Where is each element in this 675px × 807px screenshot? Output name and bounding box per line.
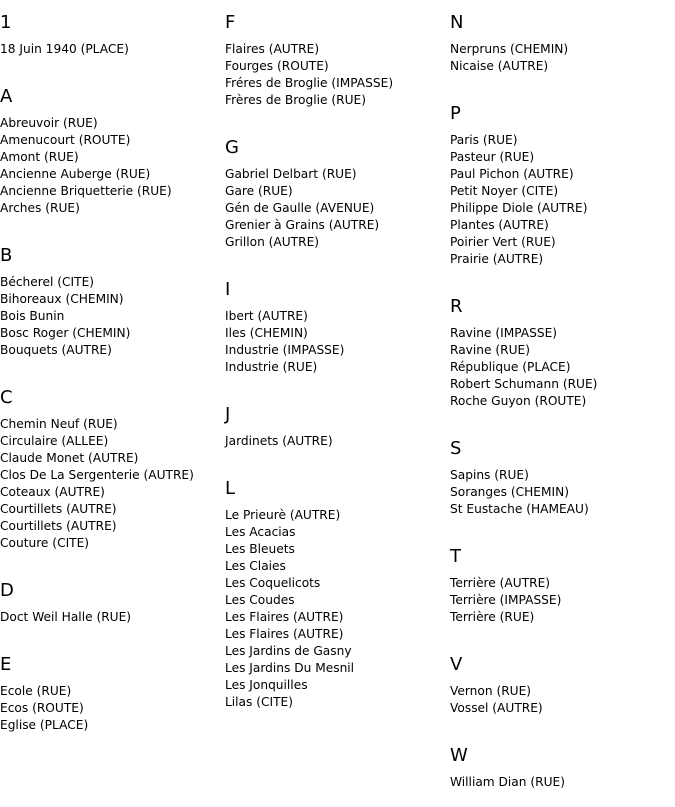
- street-link[interactable]: Prairie (AUTRE): [450, 252, 544, 266]
- section-letter-heading: W: [450, 745, 469, 766]
- street-list: [225, 41, 447, 109]
- street-link[interactable]: Fourges (ROUTE): [225, 59, 329, 73]
- street-list: [225, 433, 447, 450]
- street-list: [0, 683, 222, 734]
- index-column-3: [450, 0, 672, 807]
- street-link[interactable]: Ibert (AUTRE): [225, 309, 308, 323]
- street-link[interactable]: Poirier Vert (RUE): [450, 235, 556, 249]
- street-link[interactable]: Sapins (RUE): [450, 468, 529, 482]
- section-letter-heading: A: [0, 86, 13, 107]
- section-letter-heading: I: [225, 279, 231, 300]
- street-link[interactable]: Vernon (RUE): [450, 684, 532, 698]
- street-list: [450, 774, 672, 791]
- street-link[interactable]: Courtillets (AUTRE): [0, 519, 117, 533]
- street-link[interactable]: Bécherel (CITE): [0, 275, 95, 289]
- street-link[interactable]: Les Jonquilles: [225, 678, 308, 692]
- street-link[interactable]: Les Jardins Du Mesnil: [225, 661, 355, 675]
- street-link[interactable]: Doct Weil Halle (RUE): [0, 610, 132, 624]
- street-link[interactable]: Gabriel Delbart (RUE): [225, 167, 357, 181]
- letter-group: [450, 426, 672, 518]
- street-link[interactable]: Abreuvoir (RUE): [0, 116, 98, 130]
- street-list: [0, 609, 222, 626]
- letter-group: [0, 568, 222, 626]
- street-link[interactable]: Iles (CHEMIN): [225, 326, 308, 340]
- letter-group: [450, 0, 672, 75]
- street-link[interactable]: Les Bleuets: [225, 542, 295, 556]
- street-link[interactable]: Les Claies: [225, 559, 286, 573]
- street-link[interactable]: Philippe Diole (AUTRE): [450, 201, 588, 215]
- section-letter-heading: N: [450, 12, 464, 33]
- street-link[interactable]: Eglise (PLACE): [0, 718, 89, 732]
- letter-group: [450, 284, 672, 410]
- letter-group: [0, 233, 222, 359]
- letter-group: [0, 375, 222, 552]
- street-link[interactable]: Grillon (AUTRE): [225, 235, 320, 249]
- street-link[interactable]: Les Coudes: [225, 593, 295, 607]
- section-letter-heading: R: [450, 296, 464, 317]
- street-link[interactable]: Courtillets (AUTRE): [0, 502, 117, 516]
- street-link[interactable]: Nicaise (AUTRE): [450, 59, 549, 73]
- street-list: [225, 166, 447, 251]
- street-link[interactable]: Gén de Gaulle (AVENUE): [225, 201, 375, 215]
- street-list: [450, 467, 672, 518]
- street-link[interactable]: Clos De La Sergenterie (AUTRE): [0, 468, 194, 482]
- street-link[interactable]: Terrière (AUTRE): [450, 576, 551, 590]
- section-letter-heading: F: [225, 12, 236, 33]
- street-link[interactable]: Grenier à Grains (AUTRE): [225, 218, 380, 232]
- street-link[interactable]: Ravine (IMPASSE): [450, 326, 558, 340]
- street-link[interactable]: Chemin Neuf (RUE): [0, 417, 118, 431]
- section-letter-heading: L: [225, 478, 236, 499]
- street-link[interactable]: Les Acacias: [225, 525, 296, 539]
- section-letter-heading: S: [450, 438, 462, 459]
- street-link[interactable]: Lilas (CITE): [225, 695, 294, 709]
- street-list: [450, 41, 672, 75]
- letter-group: [225, 267, 447, 376]
- street-link[interactable]: Petit Noyer (CITE): [450, 184, 559, 198]
- street-link[interactable]: Ecos (ROUTE): [0, 701, 84, 715]
- section-letter-heading: E: [0, 654, 12, 675]
- street-link[interactable]: Bois Bunin: [0, 309, 65, 323]
- street-link[interactable]: St Eustache (HAMEAU): [450, 502, 589, 516]
- street-list: [0, 416, 222, 552]
- street-list: [450, 325, 672, 410]
- street-link[interactable]: Coteaux (AUTRE): [0, 485, 105, 499]
- street-link[interactable]: Couture (CITE): [0, 536, 90, 550]
- letter-group: [225, 125, 447, 251]
- section-letter-heading: J: [225, 404, 231, 425]
- street-link[interactable]: Pasteur (RUE): [450, 150, 535, 164]
- street-link[interactable]: Terrière (RUE): [450, 610, 535, 624]
- street-link[interactable]: Ancienne Briquetterie (RUE): [0, 184, 172, 198]
- street-link[interactable]: Bosc Roger (CHEMIN): [0, 326, 131, 340]
- street-list: [225, 308, 447, 376]
- street-link[interactable]: Soranges (CHEMIN): [450, 485, 569, 499]
- street-link[interactable]: 18 Juin 1940 (PLACE): [0, 42, 129, 56]
- street-link[interactable]: Robert Schumann (RUE): [450, 377, 598, 391]
- street-link[interactable]: Paris (RUE): [450, 133, 518, 147]
- street-link[interactable]: Terrière (IMPASSE): [450, 593, 562, 607]
- letter-group: [225, 0, 447, 109]
- street-link[interactable]: Fréres de Broglie (IMPASSE): [225, 76, 394, 90]
- letter-group: [0, 642, 222, 734]
- section-letter-heading: 1: [0, 12, 12, 33]
- street-link[interactable]: Claude Monet (AUTRE): [0, 451, 139, 465]
- section-letter-heading: G: [225, 137, 240, 158]
- section-letter-heading: T: [450, 546, 462, 567]
- letter-group: [225, 466, 447, 711]
- letter-group: [0, 0, 222, 58]
- letter-group: [0, 74, 222, 217]
- street-link[interactable]: Flaires (AUTRE): [225, 42, 320, 56]
- street-link[interactable]: Paul Pichon (AUTRE): [450, 167, 574, 181]
- street-link[interactable]: République (PLACE): [450, 360, 571, 374]
- street-link[interactable]: Gare (RUE): [225, 184, 293, 198]
- section-letter-heading: D: [0, 580, 15, 601]
- street-link[interactable]: Vossel (AUTRE): [450, 701, 543, 715]
- street-link[interactable]: Amont (RUE): [0, 150, 79, 164]
- street-link[interactable]: Bihoreaux (CHEMIN): [0, 292, 124, 306]
- letter-group: [225, 392, 447, 450]
- street-link[interactable]: Roche Guyon (ROUTE): [450, 394, 587, 408]
- street-list: [0, 41, 222, 58]
- street-link[interactable]: Arches (RUE): [0, 201, 80, 215]
- street-link[interactable]: Bouquets (AUTRE): [0, 343, 112, 357]
- letter-group: [450, 642, 672, 717]
- street-link[interactable]: Plantes (AUTRE): [450, 218, 549, 232]
- street-link[interactable]: Les Coquelicots: [225, 576, 321, 590]
- street-link[interactable]: Jardinets (AUTRE): [225, 434, 333, 448]
- street-list: [0, 115, 222, 217]
- street-link[interactable]: Nerpruns (CHEMIN): [450, 42, 569, 56]
- street-link[interactable]: Les Flaires (AUTRE): [225, 627, 344, 641]
- street-link[interactable]: Les Jardins de Gasny: [225, 644, 352, 658]
- street-link[interactable]: Ancienne Auberge (RUE): [0, 167, 151, 181]
- street-link[interactable]: Circulaire (ALLEE): [0, 434, 109, 448]
- street-list: [450, 575, 672, 626]
- street-list: [450, 132, 672, 268]
- street-list: [450, 683, 672, 717]
- street-link[interactable]: Les Flaires (AUTRE): [225, 610, 344, 624]
- street-link[interactable]: William Dian (RUE): [450, 775, 565, 789]
- letter-group: [450, 733, 672, 791]
- section-letter-heading: P: [450, 103, 462, 124]
- index-column-1: [0, 0, 222, 750]
- street-link[interactable]: Ravine (RUE): [450, 343, 530, 357]
- section-letter-heading: C: [0, 387, 14, 408]
- letter-group: [450, 91, 672, 268]
- letter-group: [450, 534, 672, 626]
- street-link[interactable]: Industrie (RUE): [225, 360, 318, 374]
- street-link[interactable]: Industrie (IMPASSE): [225, 343, 345, 357]
- street-list: [225, 507, 447, 711]
- street-list: [0, 274, 222, 359]
- street-link[interactable]: Amenucourt (ROUTE): [0, 133, 131, 147]
- street-link[interactable]: Ecole (RUE): [0, 684, 72, 698]
- index-column-2: [225, 0, 447, 727]
- street-link[interactable]: Frères de Broglie (RUE): [225, 93, 366, 107]
- section-letter-heading: B: [0, 245, 13, 266]
- section-letter-heading: V: [450, 654, 463, 675]
- street-link[interactable]: Le Prieurè (AUTRE): [225, 508, 341, 522]
